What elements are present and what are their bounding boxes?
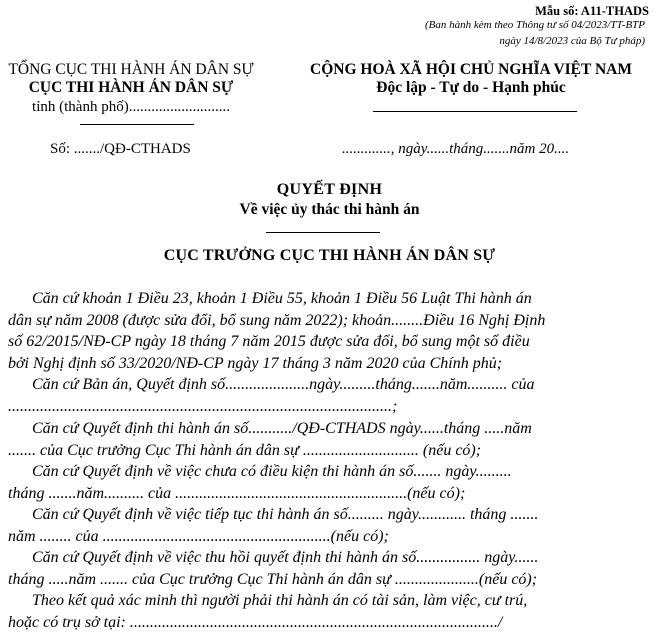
text-line: Căn cứ Quyết định về việc tiếp tục thi hành án số......... ngày............ tháng .......: [8, 504, 630, 526]
motto: Độc lập - Tự do - Hạnh phúc: [285, 79, 657, 97]
document-number: Số: ......./QĐ-CTHADS: [50, 141, 191, 158]
text-line: tháng .....năm ....... của Cục trưởng Cục Thi hành án dân sự .....................(nếu có);: [8, 569, 630, 591]
paragraph-enforcement-decision: [8, 418, 630, 461]
text-line: tháng .......năm.......... của ..........................................................(nếu có);: [8, 483, 630, 505]
paragraph-verification-result: [8, 590, 630, 633]
text-line: hoặc có trụ sở tại: ............................................................................................/: [8, 612, 630, 633]
agency-parent: TỔNG CỤC THI HÀNH ÁN DÂN SỰ: [0, 61, 262, 79]
text-line: Căn cứ khoản 1 Điều 23, khoản 1 Điều 55, khoản 1 Điều 56 Luật Thi hành án: [8, 288, 630, 310]
motto-underline: [373, 111, 577, 112]
form-note-line-2: ngày 14/8/2023 của Bộ Tư pháp): [499, 35, 645, 47]
issuing-authority: CỤC TRƯỞNG CỤC THI HÀNH ÁN DÂN SỰ: [0, 247, 659, 265]
paragraph-continue-enforcement: [8, 504, 630, 547]
text-line: Căn cứ Quyết định về việc thu hồi quyết định thi hành án số................ ngày......: [8, 547, 630, 569]
nation-heading: CỘNG HOÀ XÃ HỘI CHỦ NGHĨA VIỆT NAM: [285, 61, 657, 79]
subject-underline: [266, 232, 380, 233]
text-line: dân sự năm 2008 (được sửa đổi, bổ sung năm 2022); khoản........Điều 16 Nghị Định: [8, 310, 630, 332]
text-line: Căn cứ Quyết định thi hành án số.........../QĐ-CTHADS ngày......tháng .....năm: [8, 418, 630, 440]
paragraph-not-enforceable: [8, 461, 630, 504]
text-line: Theo kết quả xác minh thì người phải thi hành án có tài sản, làm việc, cư trú,: [8, 590, 630, 612]
text-line: ................................................................................................;: [8, 396, 630, 418]
text-line: Căn cứ Quyết định về việc chưa có điều kiện thi hành án số....... ngày.........: [8, 461, 630, 483]
agency-underline: [80, 124, 194, 125]
text-line: Căn cứ Bản án, Quyết định số.....................ngày.........tháng.......năm.......... của: [8, 374, 630, 396]
text-line: bởi Nghị định số 33/2020/NĐ-CP ngày 17 tháng 3 năm 2020 của Chính phủ;: [8, 353, 630, 375]
text-line: số 62/2015/NĐ-CP ngày 18 tháng 7 năm 2015 được sửa đổi, bổ sung một số điều: [8, 331, 630, 353]
text-line: ....... của Cục trưởng Cục Thi hành án dân sự ............................. (nếu có);: [8, 440, 630, 462]
form-note-line-1: (Ban hành kèm theo Thông tư số 04/2023/TT-BTP: [425, 19, 645, 31]
form-code: Mẫu số: A11-THADS: [535, 4, 649, 19]
paragraph-revocation: [8, 547, 630, 590]
document-subject: Về việc ủy thác thi hành án: [0, 201, 659, 219]
paragraph-legal-basis: [8, 288, 630, 374]
text-line: năm ........ của .........................................................(nếu có);: [8, 526, 630, 548]
agency-name: CỤC THI HÀNH ÁN DÂN SỰ: [0, 79, 262, 97]
agency-location: tỉnh (thành phố)...........................: [0, 99, 262, 116]
document-date: ............., ngày......tháng.......năm 20....: [342, 141, 569, 158]
paragraph-judgment: [8, 374, 630, 417]
document-title: QUYẾT ĐỊNH: [0, 181, 659, 199]
